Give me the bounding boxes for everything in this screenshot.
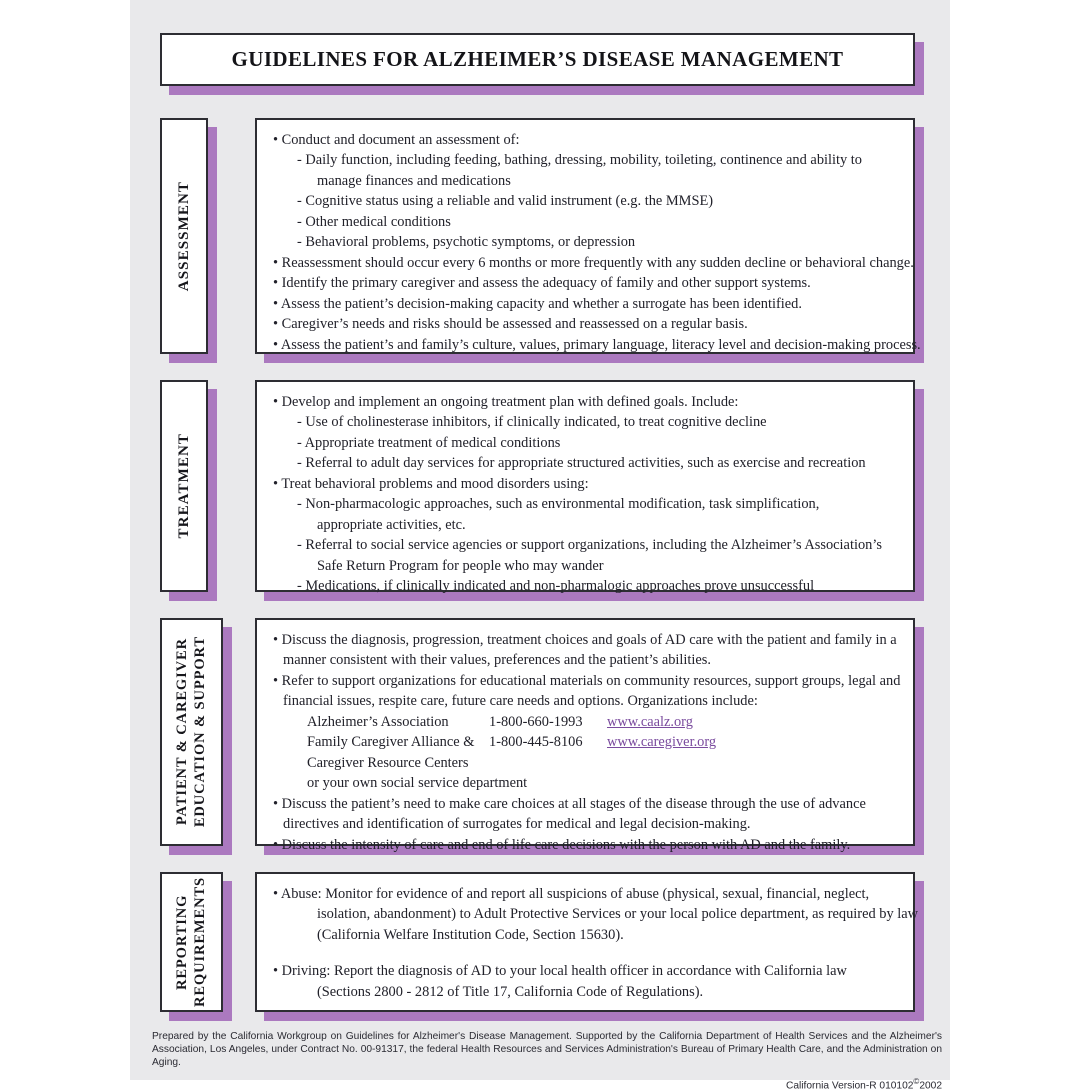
reporting-label-line1: REPORTING [174,894,191,990]
footer-line-1: Prepared by the California Workgroup on Guidelines for Alzheimer's Disease Management. Supported by the California Department of Health Services and the Alzheimer's [152,1031,942,1042]
organization-extra-line: or your own social service department [307,775,528,792]
treatment-label-text: TREATMENT [175,433,192,539]
reporting-label-text [173,877,209,1007]
list-item: • Caregiver’s needs and risks should be assessed and reassessed on a regular basis. [281,314,901,334]
section-label-treatment [160,380,208,592]
list-item: - Daily function, including feeding, bathing, dressing, mobility, toileting, continence and ability to [307,150,901,170]
list-item: - Appropriate treatment of medical conditions [307,433,901,453]
footer-version-text: California Version-R 010102 [786,1080,914,1092]
treatment-content-face [255,380,915,595]
organization-link[interactable]: www.caalz.org [607,713,693,730]
section-content-assessment [255,118,921,354]
patient-caregiver-label-line2: EDUCATION & SUPPORT [192,636,209,828]
assessment-content-face [255,118,921,354]
organization-row [307,732,901,752]
list-item-continuation: manage finances and medications [317,172,511,189]
page-title: GUIDELINES FOR ALZHEIMER’S DISEASE MANAGEMENT [231,47,844,71]
list-item: • Develop and implement an ongoing treatment plan with defined goals. Include: [281,392,901,412]
list-item: • Conduct and document an assessment of: [281,130,901,150]
organization-link[interactable]: www.caregiver.org [607,734,717,751]
list-item: • Discuss the diagnosis, progression, treatment choices and goals of AD care with the patient and family in a [281,630,901,650]
document-footer [152,1030,942,1092]
footer-year: 2002 [919,1080,942,1092]
list-item: - Medications, if clinically indicated and non-pharmalogic approaches prove unsuccessful [307,576,901,596]
organization-name: Alzheimer’s Association [307,713,449,730]
paragraph-spacer [271,945,901,961]
list-item-continuation: financial issues, respite care, future care needs and options. Organizations include: [283,693,758,710]
reporting-label-face [160,872,223,1012]
list-item: • Driving: Report the diagnosis of AD to your local health officer in accordance with California law [281,961,901,981]
section-content-reporting-requirements [255,872,919,1012]
list-item-continuation: isolation, abandonment) to Adult Protective Services or your local police department, as required by law [317,906,919,923]
section-content-treatment [255,380,915,595]
list-item: - Referral to social service agencies or support organizations, including the Alzheimer’s Association’s [307,535,901,555]
assessment-label-face [160,118,208,354]
list-item-continuation: manner consistent with their values, preferences and the patient’s abilities. [283,652,711,669]
organization-phone: 1-800-660-1993 [489,713,583,730]
list-item: • Reassessment should occur every 6 months or more frequently with any sudden decline or behavioral change. [281,253,901,273]
list-item-continuation: (California Welfare Institution Code, Section 15630). [317,926,624,943]
copyright-icon: © [913,1077,920,1087]
list-item-continuation: appropriate activities, etc. [317,516,466,533]
title-box-face [160,33,915,86]
patient-caregiver-label-face [160,618,223,846]
patient-caregiver-label-line1: PATIENT & CAREGIVER [174,638,191,826]
list-item: - Other medical conditions [307,212,901,232]
section-label-patient-caregiver [160,618,223,846]
list-item-continuation: Safe Return Program for people who may wander [317,557,604,574]
list-item: • Identify the primary caregiver and assess the adequacy of family and other support systems. [281,273,901,293]
organization-name: Family Caregiver Alliance & [307,734,475,751]
assessment-label-text: ASSESSMENT [175,180,192,292]
organization-extra-line: Caregiver Resource Centers [307,754,469,771]
section-label-reporting-requirements [160,872,223,1012]
footer-version [152,1077,942,1091]
footer-line-2: Association, Los Angeles, under Contract No. 00-91317, the federal Health Resources and Services Administration's Bureau of Primary Health Care, and the Administration on Aging. [152,1044,942,1069]
reporting-label-line2: REQUIREMENTS [192,876,209,1008]
list-item-continuation: (Sections 2800 - 2812 of Title 17, California Code of Regulations). [317,983,704,1000]
section-label-assessment [160,118,208,354]
list-item: - Referral to adult day services for appropriate structured activities, such as exercise and recreation [307,453,901,473]
list-item: • Assess the patient’s decision-making capacity and whether a surrogate has been identified. [281,294,901,314]
document-title-box [160,33,915,86]
list-item: • Treat behavioral problems and mood disorders using: [281,474,901,494]
list-item: - Use of cholinesterase inhibitors, if clinically indicated, to treat cognitive decline [307,412,901,432]
organization-row [307,712,901,732]
list-item: • Assess the patient’s and family’s culture, values, primary language, literacy level and decision-making process. [281,335,901,355]
list-item: - Cognitive status using a reliable and valid instrument (e.g. the MMSE) [307,191,901,211]
list-item: - Non-pharmacologic approaches, such as environmental modification, task simplification, [307,494,901,514]
list-item: • Discuss the intensity of care and end of life care decisions with the person with AD and the family. [281,835,901,855]
list-item: • Discuss the patient’s need to make care choices at all stages of the disease through the use of advance [281,794,901,814]
patient-caregiver-label-text [173,636,209,827]
organization-phone: 1-800-445-8106 [489,734,583,751]
document-page [130,0,950,1092]
list-item: - Behavioral problems, psychotic symptoms, or depression [307,232,901,252]
treatment-label-face [160,380,208,592]
section-content-patient-caregiver [255,618,915,853]
list-item-continuation: directives and identification of surrogates for medical and legal decision-making. [283,816,751,833]
list-item: • Abuse: Monitor for evidence of and report all suspicions of abuse (physical, sexual, financial, neglect, [281,884,901,904]
reporting-content-face [255,872,919,1012]
patient-caregiver-content-face [255,618,915,853]
list-item: • Refer to support organizations for educational materials on community resources, support groups, legal and [281,671,901,691]
